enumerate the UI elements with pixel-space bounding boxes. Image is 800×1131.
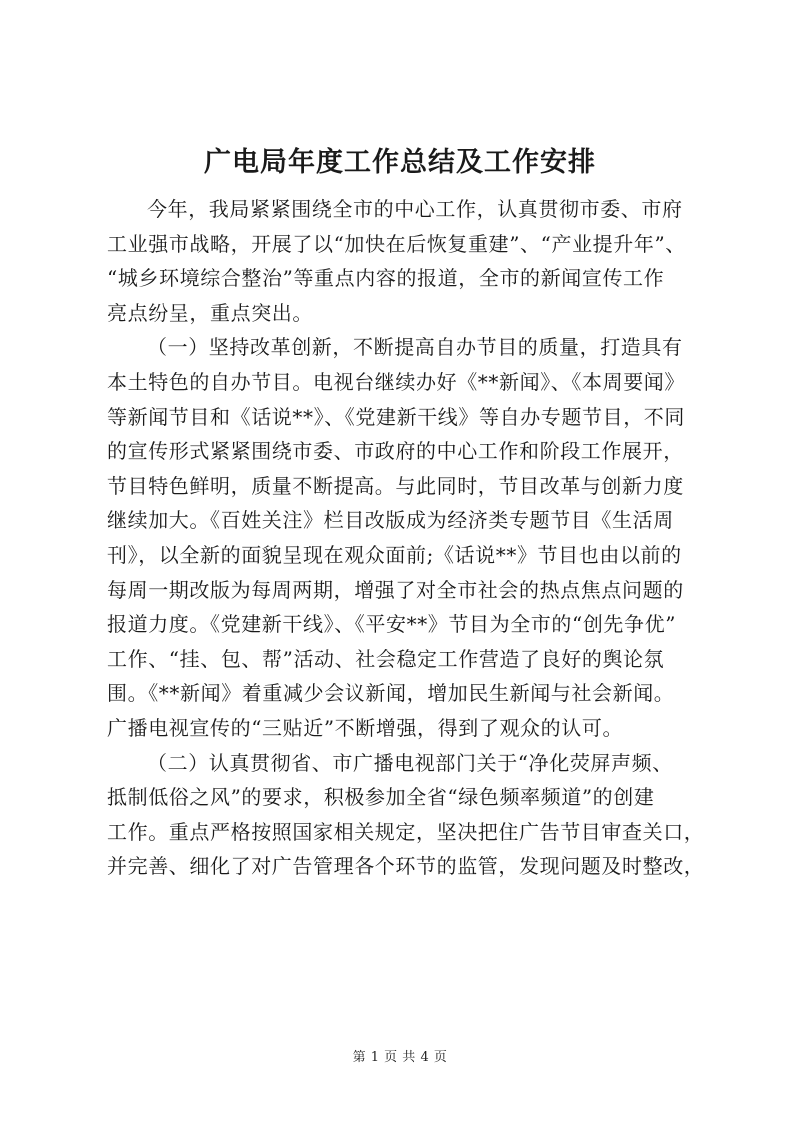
document-body <box>107 192 707 884</box>
text-line: 节目特色鲜明，质量不断提高。与此同时，节目改革与创新力度 <box>107 473 684 498</box>
text-line: 本土特色的自办节目。电视台继续办好《**新闻》、《本周要闻》 <box>107 369 685 394</box>
text-line: 工作、“挂、包、帮”活动、社会稳定工作营造了良好的舆论氛 <box>107 646 665 671</box>
text-line: 亮点纷呈，重点突出。 <box>107 300 313 325</box>
page-number-footer: 第 1 页 共 4 页 <box>352 1050 448 1065</box>
text-line: 工业强市战略，开展了以“加快在后恢复重建”、“产业提升年”、 <box>107 231 686 256</box>
text-line: 报道力度。《党建新干线》、《平安**》节目为全市的“创先争优” <box>107 612 677 637</box>
text-line: 广播电视宣传的“三贴近”不断增强，得到了观众的认可。 <box>107 715 624 740</box>
text-line: 围。《**新闻》着重减少会议新闻，增加民生新闻与社会新闻。 <box>107 681 675 706</box>
text-line: 刊》，以全新的面貌呈现在观众面前;《话说**》节目也由以前的 <box>107 542 682 567</box>
document-title: 广电局年度工作总结及工作安排 <box>204 147 596 178</box>
text-line: 等新闻节目和《话说**》、《党建新干线》等自办专题节目，不同 <box>107 404 685 429</box>
text-line: “城乡环境综合整治”等重点内容的报道，全市的新闻宣传工作 <box>107 266 665 291</box>
text-line: 并完善、细化了对广告管理各个环节的监管，发现问题及时整改， <box>107 854 705 879</box>
text-line: 今年，我局紧紧围绕全市的中心工作，认真贯彻市委、市府 <box>147 197 683 221</box>
text-line: 继续加大。《百姓关注》栏目改版成为经济类专题节目《生活周 <box>107 508 674 533</box>
text-line: 每周一期改版为每周两期，增强了对全市社会的热点焦点问题的 <box>107 577 684 602</box>
text-line: 的宣传形式紧紧围绕市委、市政府的中心工作和阶段工作展开， <box>107 439 684 464</box>
text-line: （一）坚持改革创新，不断提高自办节目的质量，打造具有 <box>147 335 683 360</box>
text-line: （二）认真贯彻省、市广播电视部门关于“净化荧屏声频、 <box>147 750 673 775</box>
text-line: 工作。重点严格按照国家相关规定，坚决把住广告节目审查关口， <box>107 819 705 844</box>
text-line: 抵制低俗之风”的要求，积极参加全省“绿色频率频道”的创建 <box>107 785 655 810</box>
